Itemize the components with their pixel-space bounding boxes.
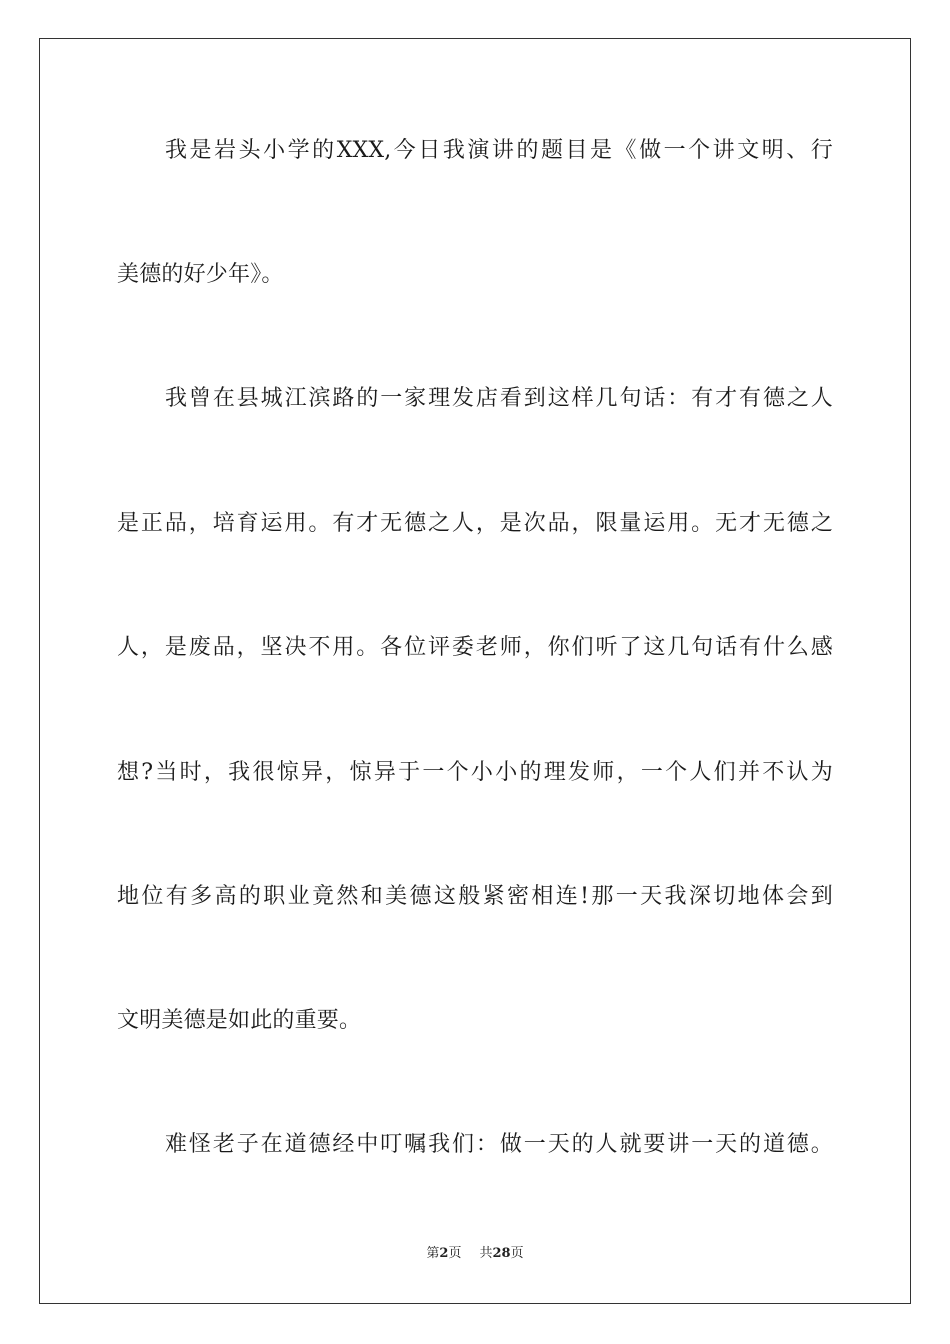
page-unit: 页 — [448, 1246, 462, 1261]
page-prefix: 第 — [426, 1246, 440, 1261]
paragraph-2-line-5: 地位有多高的职业竟然和美德这般紧密相连!那一天我深切地体会到 — [117, 884, 833, 909]
paragraph-2-line-1: 我曾在县城江滨路的一家理发店看到这样几句话：有才有德之人 — [165, 386, 833, 411]
total-prefix: 共 — [479, 1246, 493, 1261]
paragraph-1-line-1: 我是岩头小学的XXX,今日我演讲的题目是《做一个讲文明、行 — [165, 138, 833, 163]
paragraph-2-line-6: 文明美德是如此的重要。 — [117, 1008, 362, 1033]
paragraph-3-line-1: 难怪老子在道德经中叮嘱我们：做一天的人就要讲一天的道德。 — [165, 1132, 833, 1157]
total-pages: 28 — [492, 1246, 511, 1261]
page-frame — [39, 38, 911, 1304]
paragraph-2-line-3: 人，是废品，坚决不用。各位评委老师，你们听了这几句话有什么感 — [117, 635, 833, 660]
page-number: 2 — [439, 1246, 449, 1261]
total-unit: 页 — [510, 1246, 524, 1261]
paragraph-1-line-2: 美德的好少年》。 — [117, 262, 284, 287]
paragraph-2-line-4: 想?当时，我很惊异，惊异于一个小小的理发师，一个人们并不认为 — [117, 760, 833, 785]
paragraph-2-line-2: 是正品，培育运用。有才无德之人，是次品，限量运用。无才无德之 — [117, 511, 833, 536]
page-footer — [0, 1245, 950, 1263]
